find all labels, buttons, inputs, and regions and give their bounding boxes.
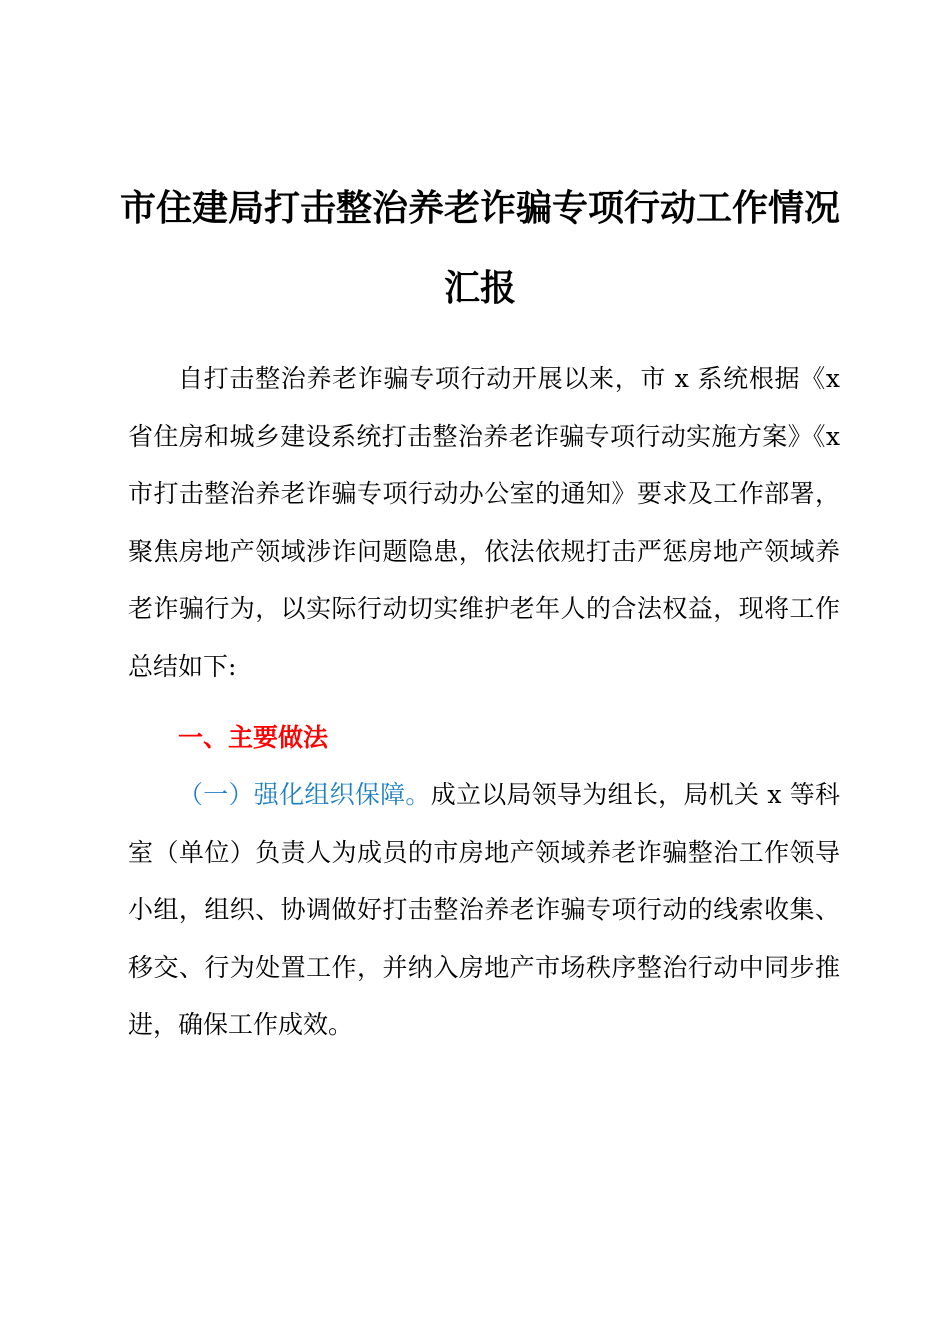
subsection-paragraph: [128, 766, 840, 1054]
intro-paragraph: 自打击整治养老诈骗专项行动开展以来，市 x 系统根据《x 省住房和城乡建设系统打击整治养老诈骗专项行动实施方案》《x 市打击整治养老诈骗专项行动办公室的通知》要求及工作部署，聚焦房地产领域涉诈问题隐患，依法依规打击严惩房地产领域养老诈骗行为，以实际行动切实维护老年人的合法权益，现将工作总结如下:: [128, 364, 840, 681]
section-heading-main-practices: 一、主要做法: [178, 723, 329, 752]
document-title-line-1: 市住建局打击整治养老诈骗专项行动工作情况: [120, 187, 841, 229]
document-title-line-2: 汇报: [443, 267, 516, 309]
subsection-body: 成立以局领导为组长，局机关 x 等科室（单位）负责人为成员的市房地产领域养老诈骗整治工作领导小组，组织、协调做好打击整治养老诈骗专项行动的线索收集、移交、行为处置工作，并纳入房地产市场秩序整治行动中同步推进，确保工作成效。: [128, 780, 840, 1039]
subsection-heading: （一）强化组织保障。: [178, 780, 431, 809]
